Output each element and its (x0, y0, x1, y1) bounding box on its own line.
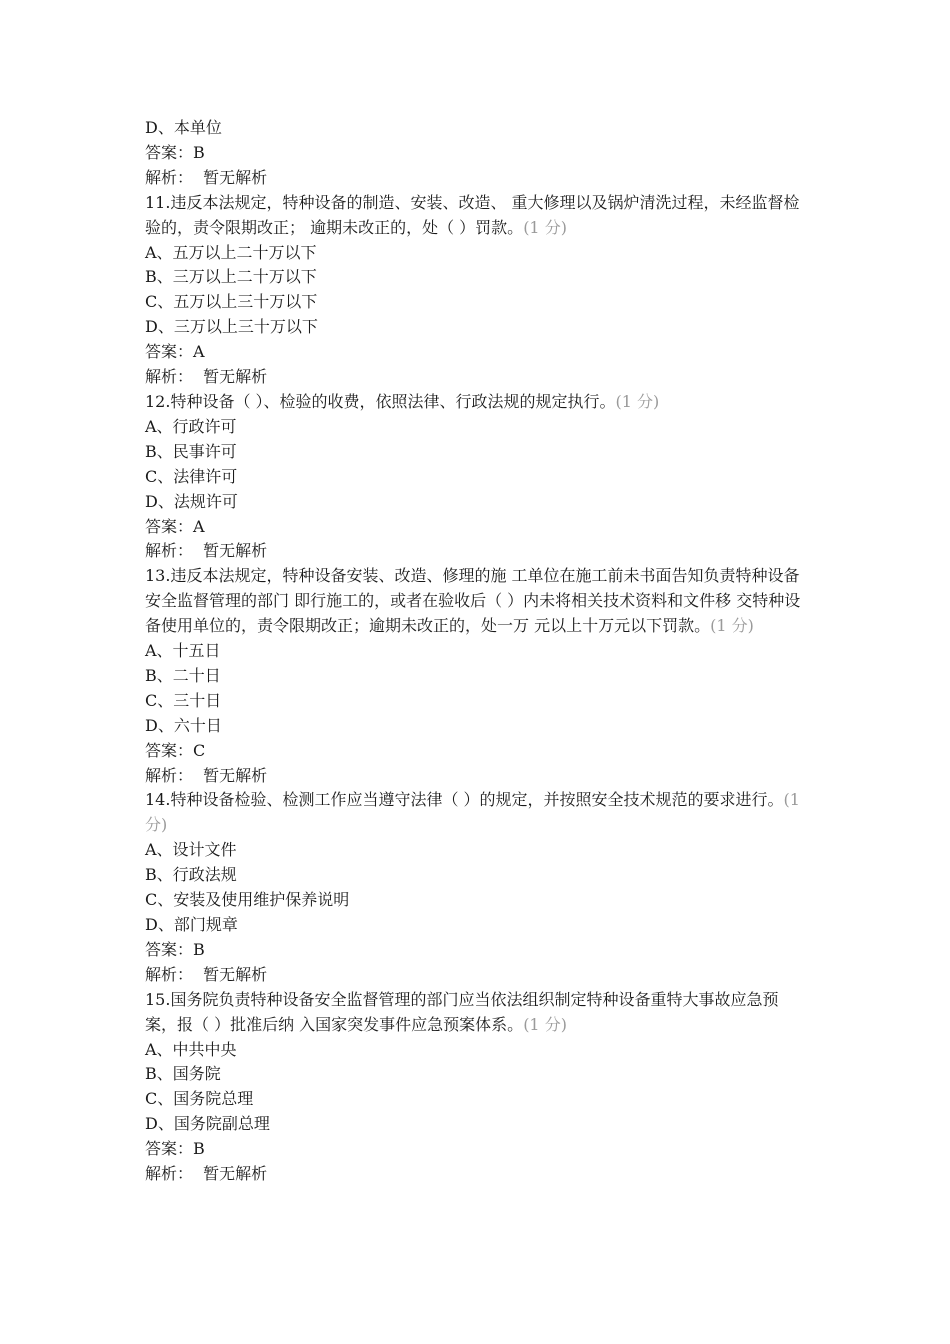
analysis: 解析： 暂无解析 (145, 765, 268, 785)
option-a: A、中共中央 (145, 1039, 237, 1059)
question-score: (1 分) (615, 391, 660, 411)
option-c: C、安装及使用维护保养说明 (145, 890, 350, 910)
question-text: 12.特种设备（ ）、检验的收费，依照法律、行政法规的规定执行。 (145, 391, 616, 411)
option-d: D、六十日 (145, 715, 222, 735)
question-text: 15.国务院负责特种设备安全监督管理的部门应当依法组织制定特种设备重特大事故应急预案，报（ ）批准后纳 入国家突发事件应急预案体系。 (145, 989, 779, 1034)
option-b: B、行政法规 (145, 865, 237, 885)
analysis: 解析： 暂无解析 (145, 1164, 268, 1184)
option: D、本单位 (145, 118, 222, 137)
question-13 (145, 564, 810, 788)
answer: 答案：C (145, 740, 206, 760)
option-b: B、国务院 (145, 1064, 221, 1084)
answer: 答案：B (145, 142, 205, 162)
option-a: A、行政许可 (145, 416, 237, 436)
question-11 (145, 191, 810, 390)
option-a: A、十五日 (145, 641, 221, 661)
analysis: 解析： 暂无解析 (145, 367, 268, 387)
option-b: B、民事许可 (145, 441, 237, 461)
option-c: C、五万以上三十万以下 (145, 292, 318, 312)
answer: 答案：A (145, 516, 205, 536)
option-d: D、部门规章 (145, 915, 238, 934)
option-d: D、法规许可 (145, 491, 238, 511)
question-text: 13.违反本法规定，特种设备安装、改造、修理的施 工单位在施工前未书面告知负责特种设备安全监督管理的部门 即行施工的，或者在验收后（ ）内未将相关技术资料和文件移 交特种设备使用单位的，责令限期改正；逾期未改正的，处一万 元以上十万元以下罚款。 (145, 566, 801, 636)
answer: 答案：B (145, 1139, 205, 1159)
question-stem (145, 788, 810, 838)
question-stem (145, 988, 810, 1038)
question-stem (145, 390, 810, 415)
option-a: A、设计文件 (145, 840, 237, 860)
option-d: D、国务院副总理 (145, 1114, 270, 1134)
document-body (145, 116, 810, 1187)
option-a: A、五万以上二十万以下 (145, 242, 317, 262)
question-score: (1 分) (523, 1014, 567, 1034)
option-b: B、三万以上二十万以下 (145, 267, 317, 287)
analysis: 解析： 暂无解析 (145, 541, 268, 561)
analysis: 解析： 暂无解析 (145, 167, 268, 187)
analysis: 解析： 暂无解析 (145, 964, 268, 984)
question-14 (145, 788, 810, 987)
option-c: C、法律许可 (145, 466, 238, 486)
question-score: (1 分) (523, 217, 567, 237)
answer: 答案：B (145, 939, 205, 959)
option-b: B、二十日 (145, 665, 221, 685)
question-text: 11.违反本法规定，特种设备的制造、安装、改造、 重大修理以及锅炉清洗过程，未经监督检验的，责令限期改正； 逾期未改正的，处（ ）罚款。 (145, 192, 800, 237)
question-text: 14.特种设备检验、检测工作应当遵守法律（ ）的规定，并按照安全技术规范的要求进行。 (145, 790, 784, 810)
option-d: D、三万以上三十万以下 (145, 317, 318, 337)
question-stem (145, 564, 810, 639)
question-score: (1 分) (145, 790, 806, 835)
answer: 答案：A (145, 342, 205, 362)
question-15 (145, 988, 810, 1187)
question-score: (1 分) (710, 616, 754, 636)
option-c: C、国务院总理 (145, 1089, 254, 1109)
question-12 (145, 390, 810, 564)
option-c: C、三十日 (145, 690, 222, 710)
question-stem (145, 191, 810, 241)
